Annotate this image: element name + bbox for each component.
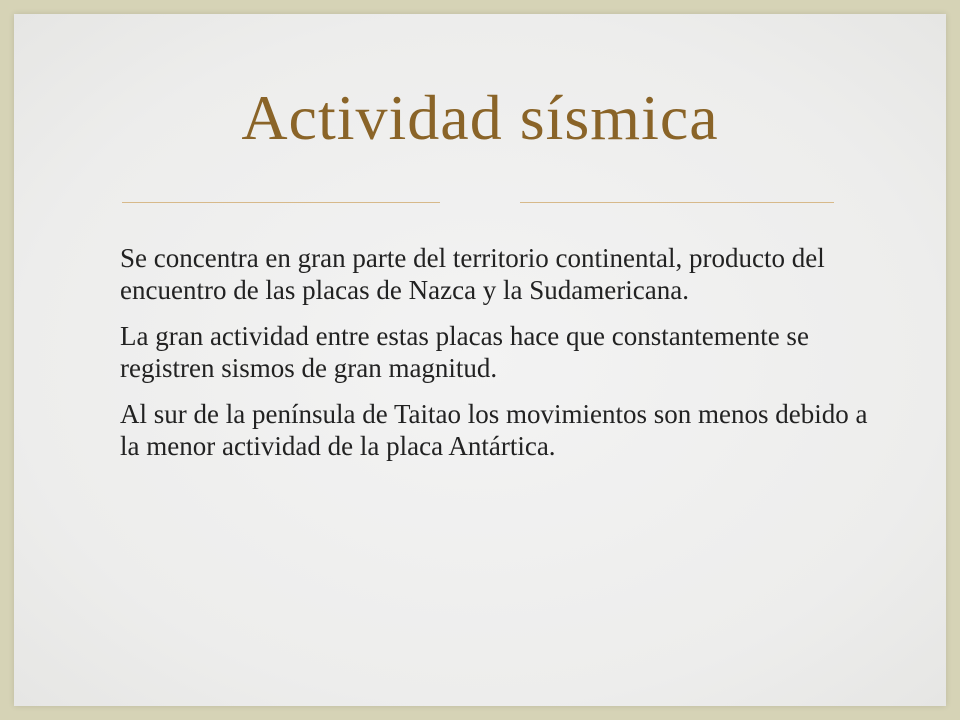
slide-title: Actividad sísmica	[241, 82, 719, 153]
bullet-text: Al sur de la península de Taitao los movimientos son menos debido a la menor actividad de la placa Antártica.	[120, 399, 868, 461]
title-divider-right	[520, 202, 834, 203]
bullet-text: Se concentra en gran parte del territorio continental, producto del encuentro de las placas de Nazca y la Sudamericana.	[120, 243, 825, 305]
title-divider-left	[122, 202, 440, 203]
bullet-item	[86, 320, 886, 384]
bullet-item	[86, 242, 886, 306]
divider-ornament-icon	[440, 170, 520, 230]
bullet-list	[86, 242, 886, 476]
bullet-text: La gran actividad entre estas placas hace que constantemente se registren sismos de gran magnitud.	[120, 321, 809, 383]
bullet-item	[86, 398, 886, 462]
